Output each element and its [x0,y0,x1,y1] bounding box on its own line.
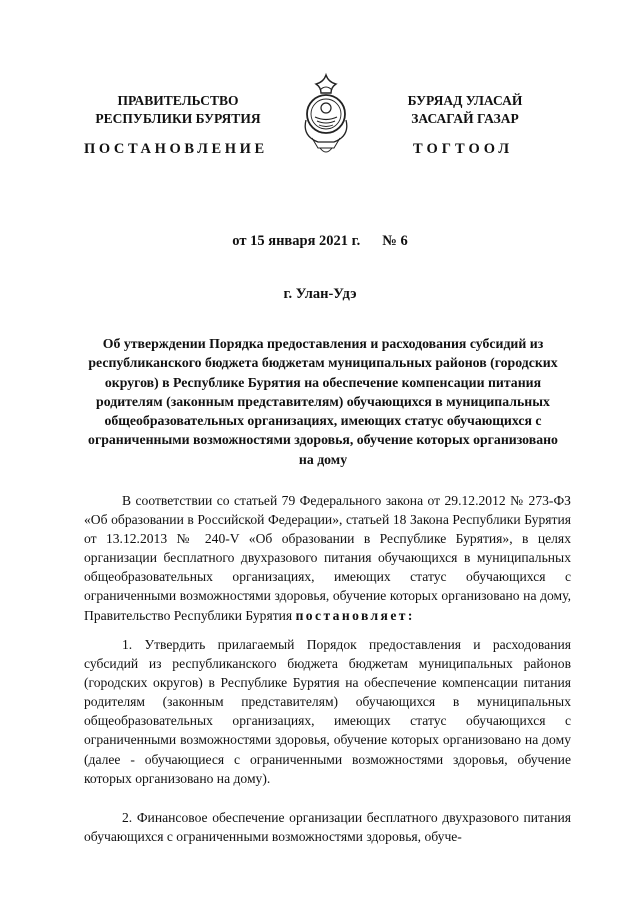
doc-type-left: ПОСТАНОВЛЕНИЕ [84,141,268,157]
header-right-line1: БУРЯАД УЛАСАЙ [407,93,523,108]
header-left-line2: РЕСПУБЛИКИ БУРЯТИЯ [95,111,261,126]
header-right-line2: ЗАСАГАЙ ГАЗАР [411,111,519,126]
preamble-text: В соответствии со статьей 79 Федерального закона от 29.12.2012 № 273-ФЗ «Об образовании в Российской Федерации», статьей 18 Закона Республики Бурятия от 13.12.2013 № 240-V «Об образовании в Республике Бурятия», в целях организации бесплатного двухразового питания обучающихся в муниципальных общеобразовательных организациях, имеющих статус обучающихся с ограниченными возможностями здоровья, обучение которых организовано на дому, Правительство Республики Бурятия [84,493,571,623]
body-paragraph-1: 1. Утвердить прилагаемый Порядок предоставления и расходования субсидий из республиканского бюджета бюджетам муниципальных районов (городских округов) в Республике Бурятия на обеспечение компенсации питания родителям (законным представителям) обучающихся в муниципальных общеобразовательных организациях, имеющих статус обучающихся с ограниченными возможностями здоровья, обучение которых организовано на дому (далее - обучающиеся с ограниченными возможностями здоровья, обучение которых организовано на дому). [84,637,571,786]
doc-type-right: ТОГТООЛ [413,141,514,157]
body-paragraph-2: 2. Финансовое обеспечение организации бесплатного двухразового питания обучающихся с ограниченными возможностями здоровья, обуче- [84,810,571,845]
buryatia-coat-of-arms-icon [296,72,356,160]
decree-city: г. Улан-Удэ [283,286,357,302]
header-left-authority [80,92,276,128]
header-right-authority [370,92,560,128]
decree-number: № 6 [382,233,408,249]
header-left-line1: ПРАВИТЕЛЬСТВО [117,93,239,108]
decree-title: Об утверждении Порядка предоставления и расходования субсидий из республиканского бюджета бюджетам муниципальных районов (городских округов) в Республике Бурятия на обеспечение компенсации питания родителям (законным представителям) обучающихся в муниципальных общеобразовательных организациях, имеющих статус обучающихся с ограниченными возможностями здоровья, обучение которых организовано на дому [88,336,558,467]
body-paragraph-preamble [84,491,571,625]
resolves-keyword: постановляет: [295,607,415,623]
decree-date: от 15 января 2021 г. [232,233,361,249]
decree-date-line [0,233,640,250]
